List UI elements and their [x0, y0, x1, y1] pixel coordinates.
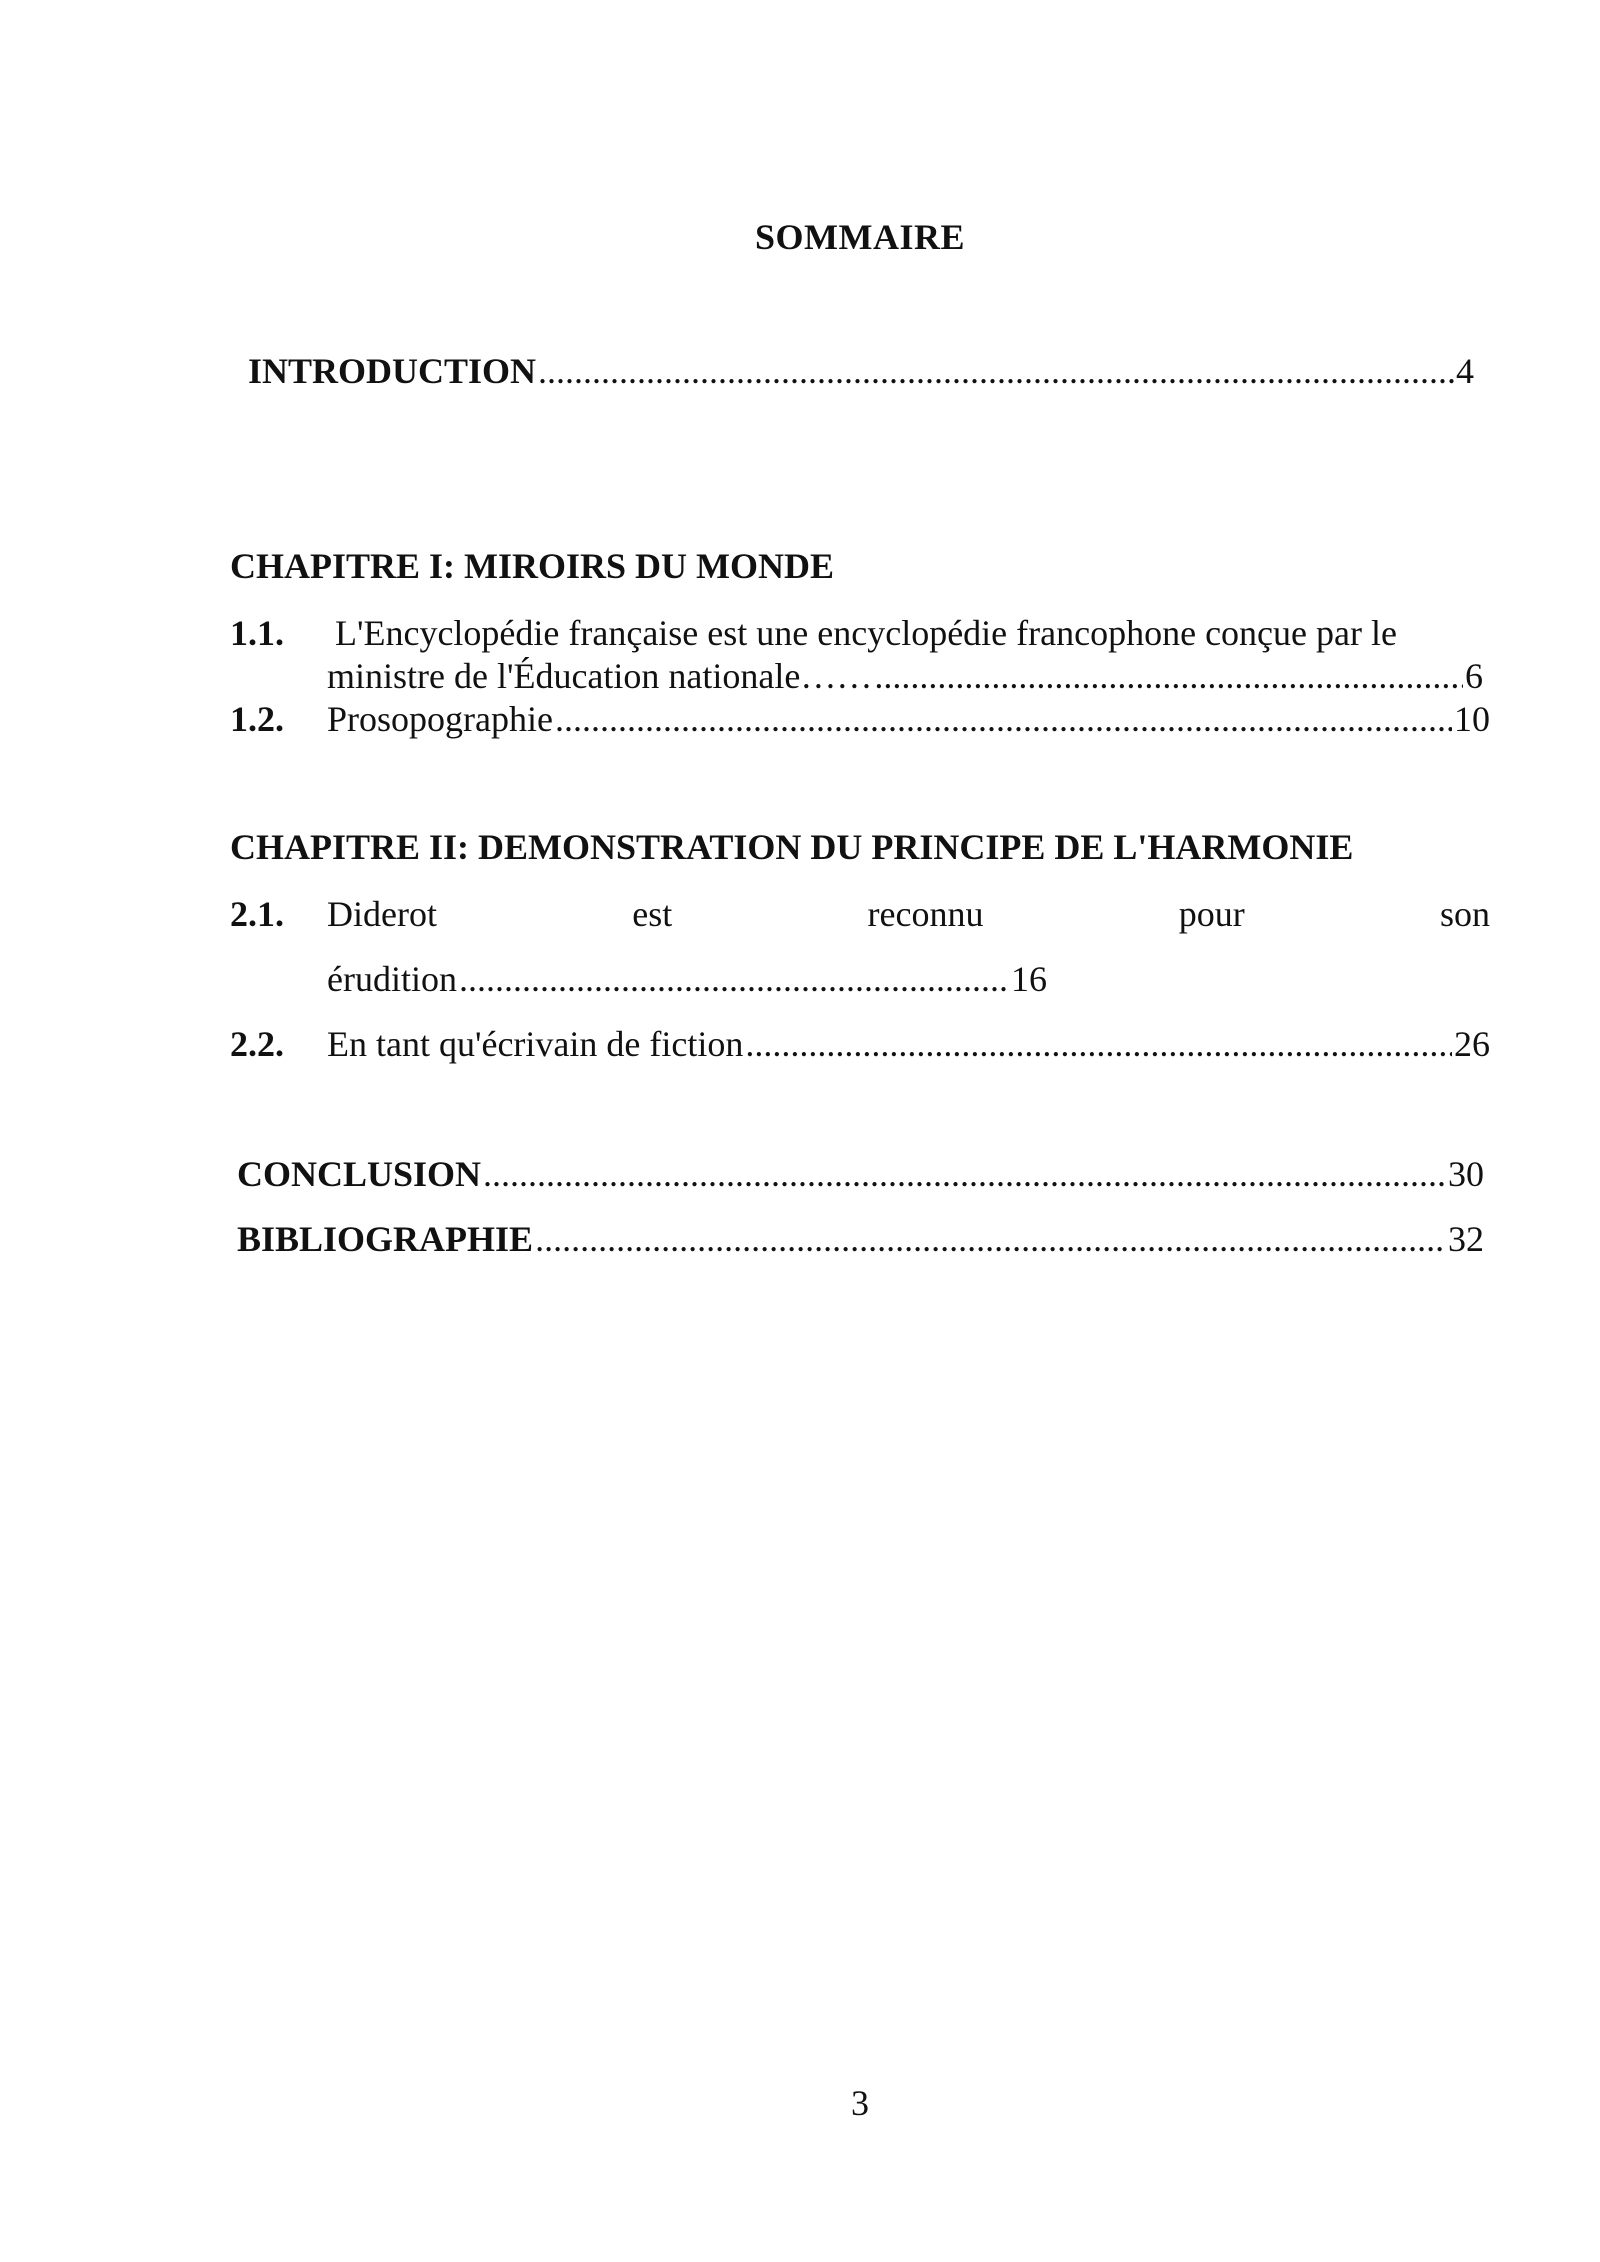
word: reconnu	[867, 894, 984, 934]
toc-entry-2-1[interactable]	[327, 958, 1047, 1000]
toc-entry-bibliographie[interactable]	[237, 1218, 1484, 1260]
word: pour	[1178, 894, 1245, 934]
toc-entry-label: érudition	[327, 959, 457, 999]
toc-item-text[interactable]	[327, 893, 1490, 935]
dot-leader	[874, 655, 1463, 697]
toc-entry-page: 10	[1454, 699, 1490, 739]
word: Diderot	[327, 894, 437, 934]
dot-leader	[535, 1218, 1446, 1260]
toc-entry-2-2[interactable]	[327, 1023, 1490, 1065]
page-number: 3	[851, 2083, 869, 2123]
toc-item-number: 2.1.	[230, 894, 284, 934]
chapter-heading-2[interactable]: CHAPITRE II: DEMONSTRATION DU PRINCIPE DE L'HARMONIE	[230, 827, 1354, 867]
toc-entry-page: 16	[1011, 959, 1047, 999]
toc-item-text[interactable]: L'Encyclopédie française est une encyclopédie francophone conçue par le	[335, 613, 1397, 653]
toc-entry-label: BIBLIOGRAPHIE	[237, 1219, 534, 1259]
chapter-heading-1[interactable]: CHAPITRE I: MIROIRS DU MONDE	[230, 546, 835, 586]
dot-leader	[745, 1023, 1452, 1065]
toc-entry-page: 4	[1456, 351, 1474, 391]
page-title: SOMMAIRE	[755, 217, 965, 257]
toc-entry-label: ministre de l'Éducation nationale……	[327, 656, 873, 696]
toc-item-number: 1.1.	[230, 613, 284, 653]
toc-item-number: 1.2.	[230, 699, 284, 739]
word: est	[632, 894, 673, 934]
toc-entry-label: Prosopographie	[327, 699, 553, 739]
toc-entry-introduction[interactable]	[248, 350, 1474, 392]
toc-entry-1-2[interactable]	[327, 698, 1490, 740]
toc-entry-page: 32	[1448, 1219, 1484, 1259]
toc-entry-label: En tant qu'écrivain de fiction	[327, 1024, 744, 1064]
toc-item-number: 2.2.	[230, 1024, 284, 1064]
dot-leader	[483, 1153, 1446, 1195]
toc-entry-page: 6	[1465, 656, 1483, 696]
dot-leader	[459, 958, 1009, 1000]
toc-entry-label: CONCLUSION	[237, 1154, 482, 1194]
dot-leader	[538, 350, 1454, 392]
toc-entry-page: 26	[1454, 1024, 1490, 1064]
toc-entry-conclusion[interactable]	[237, 1153, 1484, 1195]
toc-entry-page: 30	[1448, 1154, 1484, 1194]
word: son	[1439, 894, 1490, 934]
toc-entry-1-1[interactable]	[327, 655, 1483, 697]
toc-entry-label: INTRODUCTION	[248, 351, 537, 391]
dot-leader	[555, 698, 1452, 740]
